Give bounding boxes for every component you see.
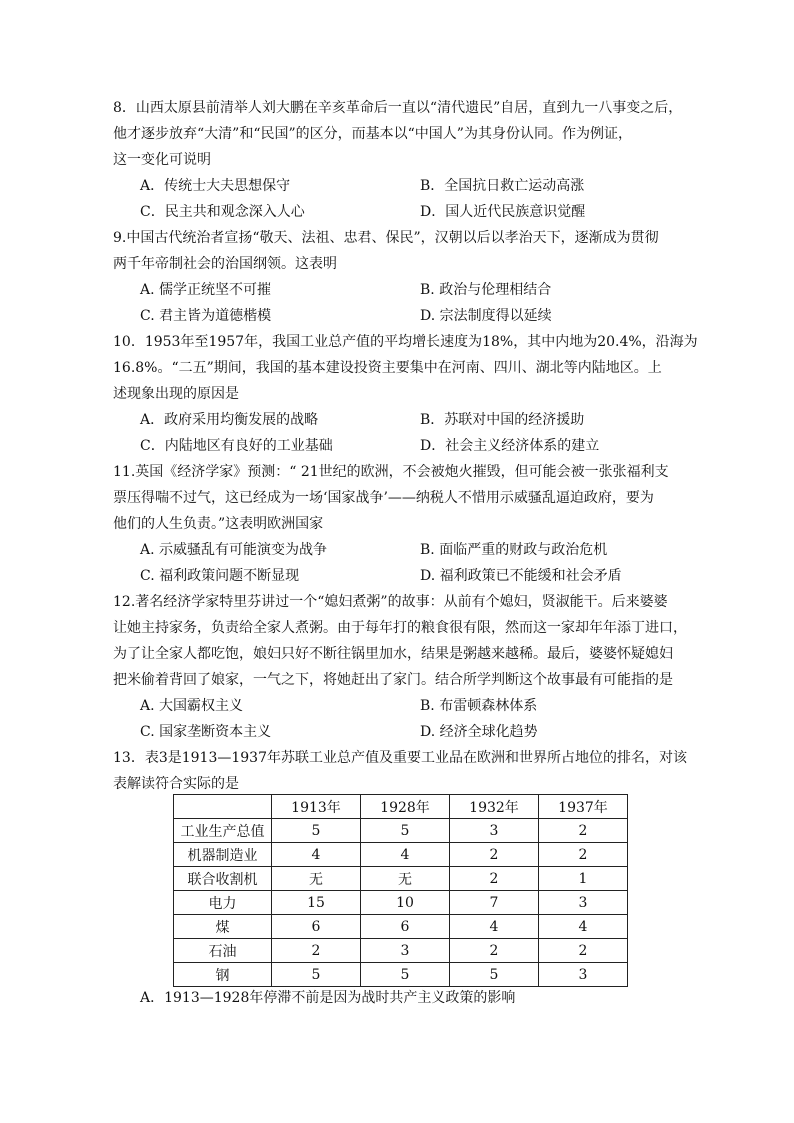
table-cell: 2 [450,867,539,891]
table-cell: 15 [272,891,361,915]
table-row [174,819,628,843]
option-a: A. 示威骚乱有可能演变为战争 [140,542,328,558]
question-13-options [140,985,680,1011]
question-line: 他才逐步放弃“大清”和“民国”的区分，而基本以“中国人”为其身份认同。作为例证， [113,126,632,142]
table-cell: 5 [272,819,361,843]
option-b: B．苏联对中国的经济援助 [420,412,585,428]
question-12-stem [113,589,687,693]
table-cell: 联合收割机 [174,867,272,891]
table-cell: 4 [272,843,361,867]
table-row [174,963,628,987]
option-d: D. 经济全球化趋势 [420,724,538,740]
question-line: 11.英国《经济学家》预测：“ 21世纪的欧洲，不会被炮火摧毁，但可能会被一张张福利支 [113,464,669,480]
question-line: 13．表3是1913—1937年苏联工业总产值及重要工业品在欧洲和世界所占地位的排名，对该 [113,750,687,766]
option-a: A. 大国霸权主义 [140,698,244,714]
question-9-stem [113,225,683,277]
option-a: A. 儒学正统坚不可摧 [140,282,272,298]
question-line: 他们的人生负责。”这表明欧洲国家 [113,516,324,532]
table-cell: 10 [361,891,450,915]
soviet-industry-ranking-table [173,794,628,987]
table-cell: 无 [272,867,361,891]
table-cell: 5 [361,819,450,843]
question-line: 票压得喘不过气，这已经成为一场‘国家战争’——纳税人不惜用示威骚乱逼迫政府，要为 [113,490,654,506]
table-row [174,843,628,867]
table-cell: 5 [361,963,450,987]
option-c: C．民主共和观念深入人心 [140,204,305,220]
question-8-stem [113,95,683,173]
question-line: 两千年帝制社会的治国纲领。这表明 [113,256,337,272]
table-cell: 石油 [174,939,272,963]
table-cell: 2 [272,939,361,963]
option-d: D．国人近代民族意识觉醒 [420,204,586,220]
table-cell: 4 [539,915,628,939]
table-cell: 4 [361,843,450,867]
table-cell: 6 [272,915,361,939]
option-a: A．1913—1928年停滞不前是因为战时共产主义政策的影响 [140,990,516,1006]
table-cell: 2 [539,843,628,867]
table-cell: 2 [539,939,628,963]
question-13-stem [113,745,687,797]
question-line: 这一变化可说明 [113,152,211,168]
table-header-cell: 1937年 [539,795,628,819]
table-header-cell: 1932年 [450,795,539,819]
table-row [174,867,628,891]
table-cell: 电力 [174,891,272,915]
option-b: B. 政治与伦理相结合 [420,282,552,298]
table-cell: 钢 [174,963,272,987]
question-9-options [140,277,680,329]
question-line: 8．山西太原县前清举人刘大鹏在辛亥革命后一直以“清代遗民”自居，直到九一八事变之后， [113,100,683,116]
question-line: 16.8%。“二五”期间，我国的基本建设投资主要集中在河南、四川、湖北等内陆地区。上 [113,360,662,376]
option-d: D．社会主义经济体系的建立 [420,438,600,454]
table-cell: 2 [450,843,539,867]
table-cell: 煤 [174,915,272,939]
table-cell: 6 [361,915,450,939]
question-12-options [140,693,680,745]
question-line: 表解读符合实际的是 [113,776,239,792]
question-line: 述现象出现的原因是 [113,386,239,402]
table-cell: 1 [539,867,628,891]
option-d: D. 宗法制度得以延续 [420,308,552,324]
option-a: A．政府采用均衡发展的战略 [140,412,319,428]
option-c: C．内陆地区有良好的工业基础 [140,438,333,454]
question-line: 为了让全家人都吃饱，娘妇只好不断往锅里加水，结果是粥越来越稀。最后，婆婆怀疑媳妇 [113,646,673,662]
option-c: C. 福利政策问题不断显现 [140,568,300,584]
table-cell: 5 [450,963,539,987]
table-row [174,915,628,939]
table-header-row [174,795,628,819]
table-cell: 4 [450,915,539,939]
table-cell: 2 [539,819,628,843]
table-header-cell: 1928年 [361,795,450,819]
question-line: 让她主持家务，负责给全家人煮粥。由于每年打的粮食很有限，然而这一家却年年添丁进口， [113,620,687,636]
table-header-cell: 1913年 [272,795,361,819]
table-cell: 3 [361,939,450,963]
question-line: 12.著名经济学家特里芬讲过一个“媳妇煮粥”的故事：从前有个媳妇，贤淑能干。后来婆婆 [113,594,668,610]
table-cell: 3 [539,963,628,987]
option-b: B. 面临严重的财政与政治危机 [420,542,608,558]
option-b: B. 布雷顿森林体系 [420,698,538,714]
question-line: 10．1953年至1957年，我国工业总产值的平均增长速度为18%，其中内地为20.4%，沿海为 [113,334,698,350]
option-b: B．全国抗日救亡运动高涨 [420,178,585,194]
question-line: 把米偷着背回了娘家，一气之下，将她赶出了家门。结合所学判断这个故事最有可能指的是 [113,672,673,688]
table-cell: 3 [539,891,628,915]
option-a: A．传统士大夫思想保守 [140,178,291,194]
table-header-cell [174,795,272,819]
question-8-options [140,173,680,225]
question-11-stem [113,459,683,537]
table-cell: 无 [361,867,450,891]
table-cell: 7 [450,891,539,915]
table-cell: 机器制造业 [174,843,272,867]
question-10-stem [113,329,698,407]
option-d: D. 福利政策已不能缓和社会矛盾 [420,568,622,584]
table-cell: 工业生产总值 [174,819,272,843]
option-c: C. 国家垄断资本主义 [140,724,272,740]
option-c: C. 君主皆为道德楷模 [140,308,272,324]
question-10-options [140,407,680,459]
question-line: 9.中国古代统治者宣扬“敬天、法祖、忠君、保民”，汉朝以后以孝治天下，逐渐成为贯彻 [113,230,659,246]
table-cell: 5 [272,963,361,987]
table-row [174,939,628,963]
table-cell: 2 [450,939,539,963]
question-11-options [140,537,680,589]
table-row [174,891,628,915]
table-cell: 3 [450,819,539,843]
